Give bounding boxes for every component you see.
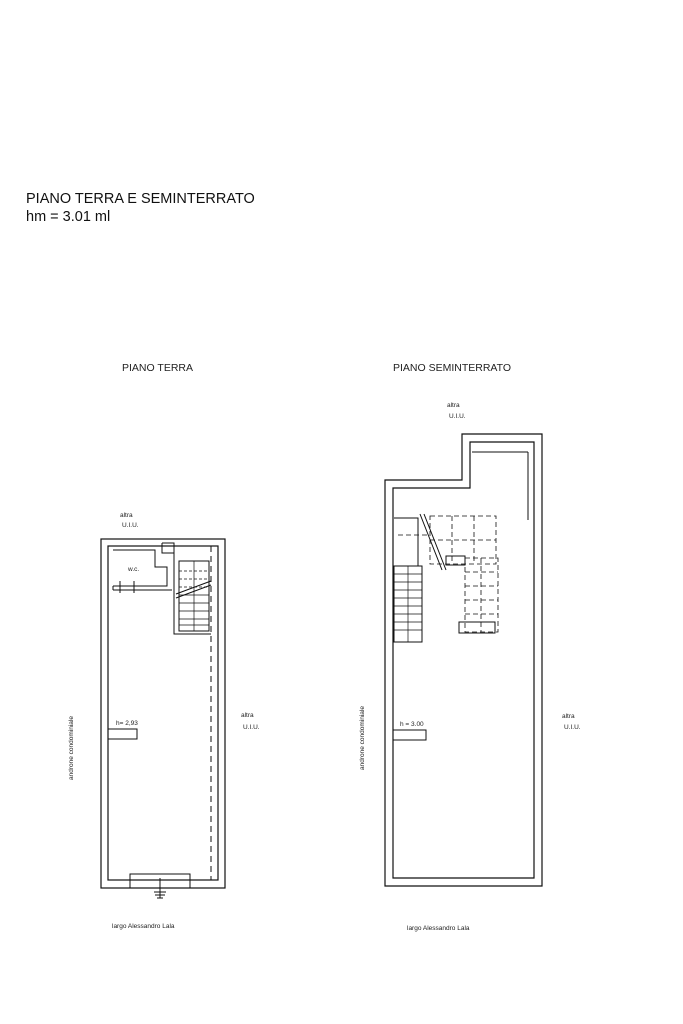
plan-piano-seminterrato [359,362,581,932]
height-marker-semi [393,730,426,740]
height-marker-terra [108,729,137,739]
stair-core-terra [162,543,211,634]
street-label-semi: largo Alessandro Lala [407,925,470,932]
wc-room-terra [113,550,172,590]
neighbor-top-semi-line1: altra [447,402,460,409]
side-label-semi: androne condominiale [359,706,366,770]
right-wall-strip-terra [211,539,225,888]
stair-treads-semi [394,514,446,642]
drawing-title: PIANO TERRA E SEMINTERRATO [26,191,255,207]
neighbor-top-semi-line2: U.I.U. [449,413,466,420]
outer-walls-semi [385,434,542,886]
neighbor-top-terra-line2: U.I.U. [122,522,139,529]
neighbor-right-semi-line1: altra [562,713,575,720]
street-label-terra: largo Alessandro Lala [112,923,175,930]
neighbor-right-terra-line1: altra [241,712,254,719]
inner-wall-detail-semi [472,452,528,520]
plan-piano-terra [68,362,260,930]
side-label-terra: androne condominiale [68,716,75,780]
wc-label: w.c. [128,566,140,573]
neighbor-right-terra-line2: U.I.U. [243,724,260,731]
plan-heading-terra: PIANO TERRA [122,362,193,374]
landing-boxes-semi [446,556,495,633]
height-label-semi: h = 3.00 [400,721,424,728]
neighbor-top-terra-line1: altra [120,512,133,519]
height-label-terra: h= 2,93 [116,720,138,727]
height-note: hm = 3.01 ml [26,209,111,225]
plan-heading-seminterrato: PIANO SEMINTERRATO [393,362,512,374]
entrance-terra [130,874,190,898]
door-marks-terra [120,581,134,593]
stair-treads-terra [176,561,211,631]
neighbor-right-semi-line2: U.I.U. [564,724,581,731]
